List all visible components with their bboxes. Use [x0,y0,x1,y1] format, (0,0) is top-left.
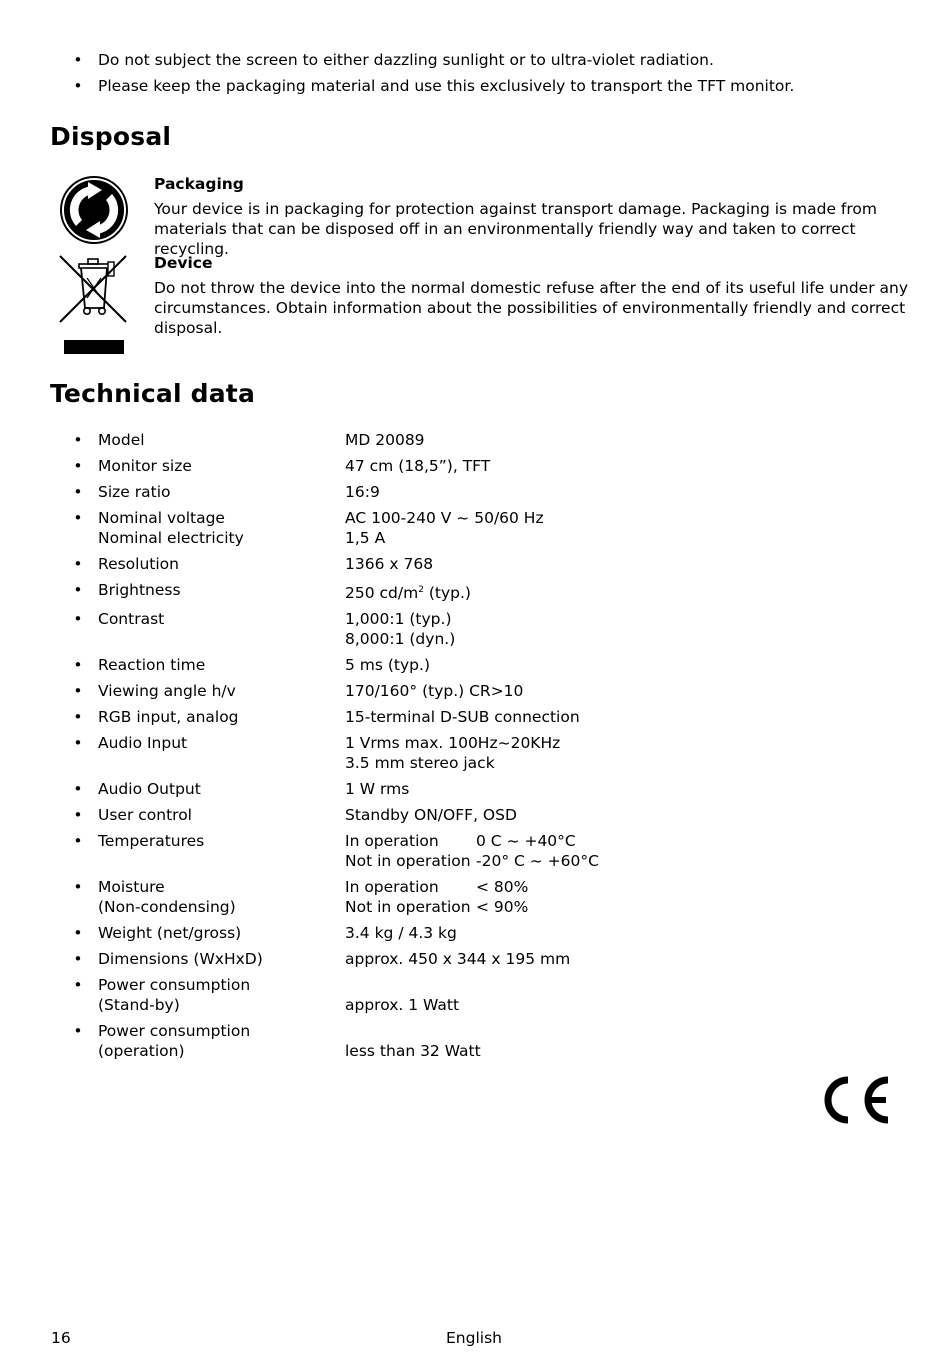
spec-label-line: (Stand-by) [98,996,180,1015]
green-dot-recycling-icon [58,174,130,246]
spec-label-line: Viewing angle h/v [98,682,236,701]
device-section [154,253,914,338]
spec-condition: Not in operation [345,852,471,871]
spec-row [72,609,922,649]
spec-label-line: Resolution [98,555,179,573]
device-text-line: Do not throw the device into the normal domestic refuse after the end of its useful life under any [154,279,908,297]
spec-value-line: AC 100-240 V ~ 50/60 Hz [345,509,544,527]
spec-range: -20° C ~ +60°C [476,852,599,871]
spec-label [98,482,338,502]
bullet-icon: • [73,976,83,995]
spec-label-line: RGB input, analog [98,708,239,727]
spec-row [72,831,922,871]
spec-label [98,877,338,917]
spec-row [72,949,922,969]
packaging-text-line: Your device is in packaging for protection against transport damage. Packaging is made from [154,200,878,218]
spec-row [72,430,922,450]
bullet-icon: • [73,431,83,449]
spec-label-line: Moisture [98,878,165,897]
spec-value [345,508,922,548]
spec-value [345,482,922,502]
spec-row [72,923,922,943]
bullet-icon: • [73,610,83,629]
footer-language: English [446,1329,502,1347]
spec-value [345,975,922,1015]
bullet-icon: • [73,77,83,95]
spec-label-line: Brightness [98,581,181,599]
spec-label [98,580,338,600]
spec-row [72,655,922,675]
spec-label-line: Nominal voltage [98,509,225,527]
technical-spec-list [72,430,922,1067]
spec-label [98,554,338,574]
list-item [72,50,922,70]
spec-value-line [345,877,922,897]
disposal-heading: Disposal [50,122,172,151]
spec-value-line: 1,5 A [345,529,386,547]
bullet-icon: • [73,682,83,701]
bullet-text: Do not subject the screen to either dazzling sunlight or to ultra-violet radiation. [98,51,714,69]
spec-value-line: approx. 450 x 344 x 195 mm [345,950,571,969]
spec-label-line: Dimensions (WxHxD) [98,950,263,969]
spec-value [345,456,922,476]
spec-label [98,655,338,675]
spec-value-line: less than 32 Watt [345,1042,481,1061]
spec-value-line: 170/160° (typ.) CR>10 [345,682,524,701]
spec-label-line: User control [98,806,192,825]
spec-label-line: Model [98,431,145,449]
spec-row [72,456,922,476]
bullet-icon: • [73,555,83,573]
technical-data-heading: Technical data [50,379,256,408]
spec-value-line: 8,000:1 (dyn.) [345,630,456,649]
spec-value [345,609,922,649]
spec-row [72,733,922,773]
spec-value-line: 1 Vrms max. 100Hz~20KHz [345,734,561,753]
bullet-icon: • [73,950,83,969]
spec-label [98,805,338,825]
packaging-title: Packaging [154,175,244,193]
spec-value-line: Standby ON/OFF, OSD [345,806,517,825]
bullet-icon: • [73,832,83,851]
spec-label [98,707,338,727]
spec-value-line: 1,000:1 (typ.) [345,610,452,629]
spec-value-line [345,975,922,995]
spec-row [72,508,922,548]
spec-value-line: approx. 1 Watt [345,996,460,1015]
bullet-icon: • [73,581,83,599]
spec-value-line: 1366 x 768 [345,555,434,573]
device-text-line: disposal. [154,319,223,337]
bullet-icon: • [73,1022,83,1041]
spec-value [345,1021,922,1061]
bullet-icon: • [73,457,83,475]
spec-value [345,923,922,943]
spec-value [345,831,922,871]
spec-value [345,949,922,969]
packaging-section [154,174,914,259]
spec-label-line: Size ratio [98,483,171,501]
spec-label [98,779,338,799]
spec-label-line: Nominal electricity [98,529,244,547]
spec-label [98,508,338,548]
spec-value-line [345,580,922,603]
bullet-icon: • [73,806,83,825]
spec-label-line: Audio Input [98,734,188,753]
packaging-text-line: materials that can be disposed off in an environmentally friendly way and taken to correct recycling. [154,220,856,258]
spec-label-line: (operation) [98,1042,185,1061]
spec-label [98,923,338,943]
spec-label-line: Power consumption [98,976,251,995]
spec-label-line: (Non-condensing) [98,898,236,917]
spec-label-line: Temperatures [98,832,205,851]
device-title: Device [154,254,213,272]
spec-label [98,831,338,851]
bullet-icon: • [73,734,83,753]
spec-value [345,707,922,727]
bullet-icon: • [73,708,83,727]
spec-value [345,681,922,701]
bullet-icon: • [73,656,83,675]
spec-value-line: 15-terminal D-SUB connection [345,708,580,727]
device-text-line: circumstances. Obtain information about the possibilities of environmentally friendly and correct [154,299,906,317]
spec-row [72,681,922,701]
spec-label-line: Audio Output [98,780,201,799]
spec-value-line [345,897,922,917]
spec-value-line: 3.5 mm stereo jack [345,754,495,773]
spec-value-text: (typ.) [423,584,471,603]
spec-condition: Not in operation [345,898,471,917]
spec-value-line [345,831,922,851]
spec-value-line: 5 ms (typ.) [345,656,431,675]
bullet-icon: • [73,924,83,943]
spec-label [98,1021,338,1061]
bullet-icon: • [73,509,83,527]
spec-label-line: Contrast [98,610,165,629]
bullet-icon: • [73,483,83,501]
intro-bullet-list [72,50,922,102]
spec-label [98,430,338,450]
spec-label [98,609,338,629]
spec-row [72,482,922,502]
spec-range: 0 C ~ +40°C [476,832,576,851]
bullet-icon: • [73,780,83,799]
spec-label [98,456,338,476]
spec-row [72,1021,922,1061]
list-item [72,76,922,96]
spec-range: < 80% [476,878,529,897]
spec-value [345,554,922,574]
spec-condition: In operation [345,832,439,851]
bullet-icon: • [73,878,83,897]
bullet-icon: • [73,51,83,69]
spec-row [72,975,922,1015]
spec-value-text: 250 cd/m [345,584,419,603]
page-number: 16 [51,1329,71,1347]
spec-value [345,805,922,825]
spec-row [72,877,922,917]
superscript: 2 [418,585,424,595]
spec-value-line: 16:9 [345,483,380,501]
spec-value-line: 47 cm (18,5”), TFT [345,457,491,475]
spec-value [345,779,922,799]
spec-row [72,805,922,825]
spec-label-line: Weight (net/gross) [98,924,242,943]
spec-label-line: Power consumption [98,1022,251,1041]
ce-mark-icon [818,1074,892,1126]
spec-value [345,733,922,773]
spec-row [72,707,922,727]
spec-value-line [345,1021,922,1041]
spec-row [72,779,922,799]
spec-value [345,877,922,917]
spec-value-line: 3.4 kg / 4.3 kg [345,924,457,943]
bullet-text: Please keep the packaging material and use this exclusively to transport the TFT monitor. [98,77,795,95]
spec-label [98,681,338,701]
spec-label-line: Reaction time [98,656,206,675]
spec-label-line: Monitor size [98,457,192,475]
spec-row [72,580,922,603]
spec-value [345,430,922,450]
spec-label [98,975,338,1015]
spec-value-line: 1 W rms [345,780,410,799]
weee-crossed-bin-icon [56,252,128,356]
spec-value [345,655,922,675]
spec-value-line: MD 20089 [345,431,425,449]
spec-row [72,554,922,574]
spec-condition: In operation [345,878,439,897]
spec-value [345,580,922,603]
spec-value-line [345,851,922,871]
spec-range: < 90% [476,898,529,917]
spec-label [98,949,338,969]
spec-label [98,733,338,753]
